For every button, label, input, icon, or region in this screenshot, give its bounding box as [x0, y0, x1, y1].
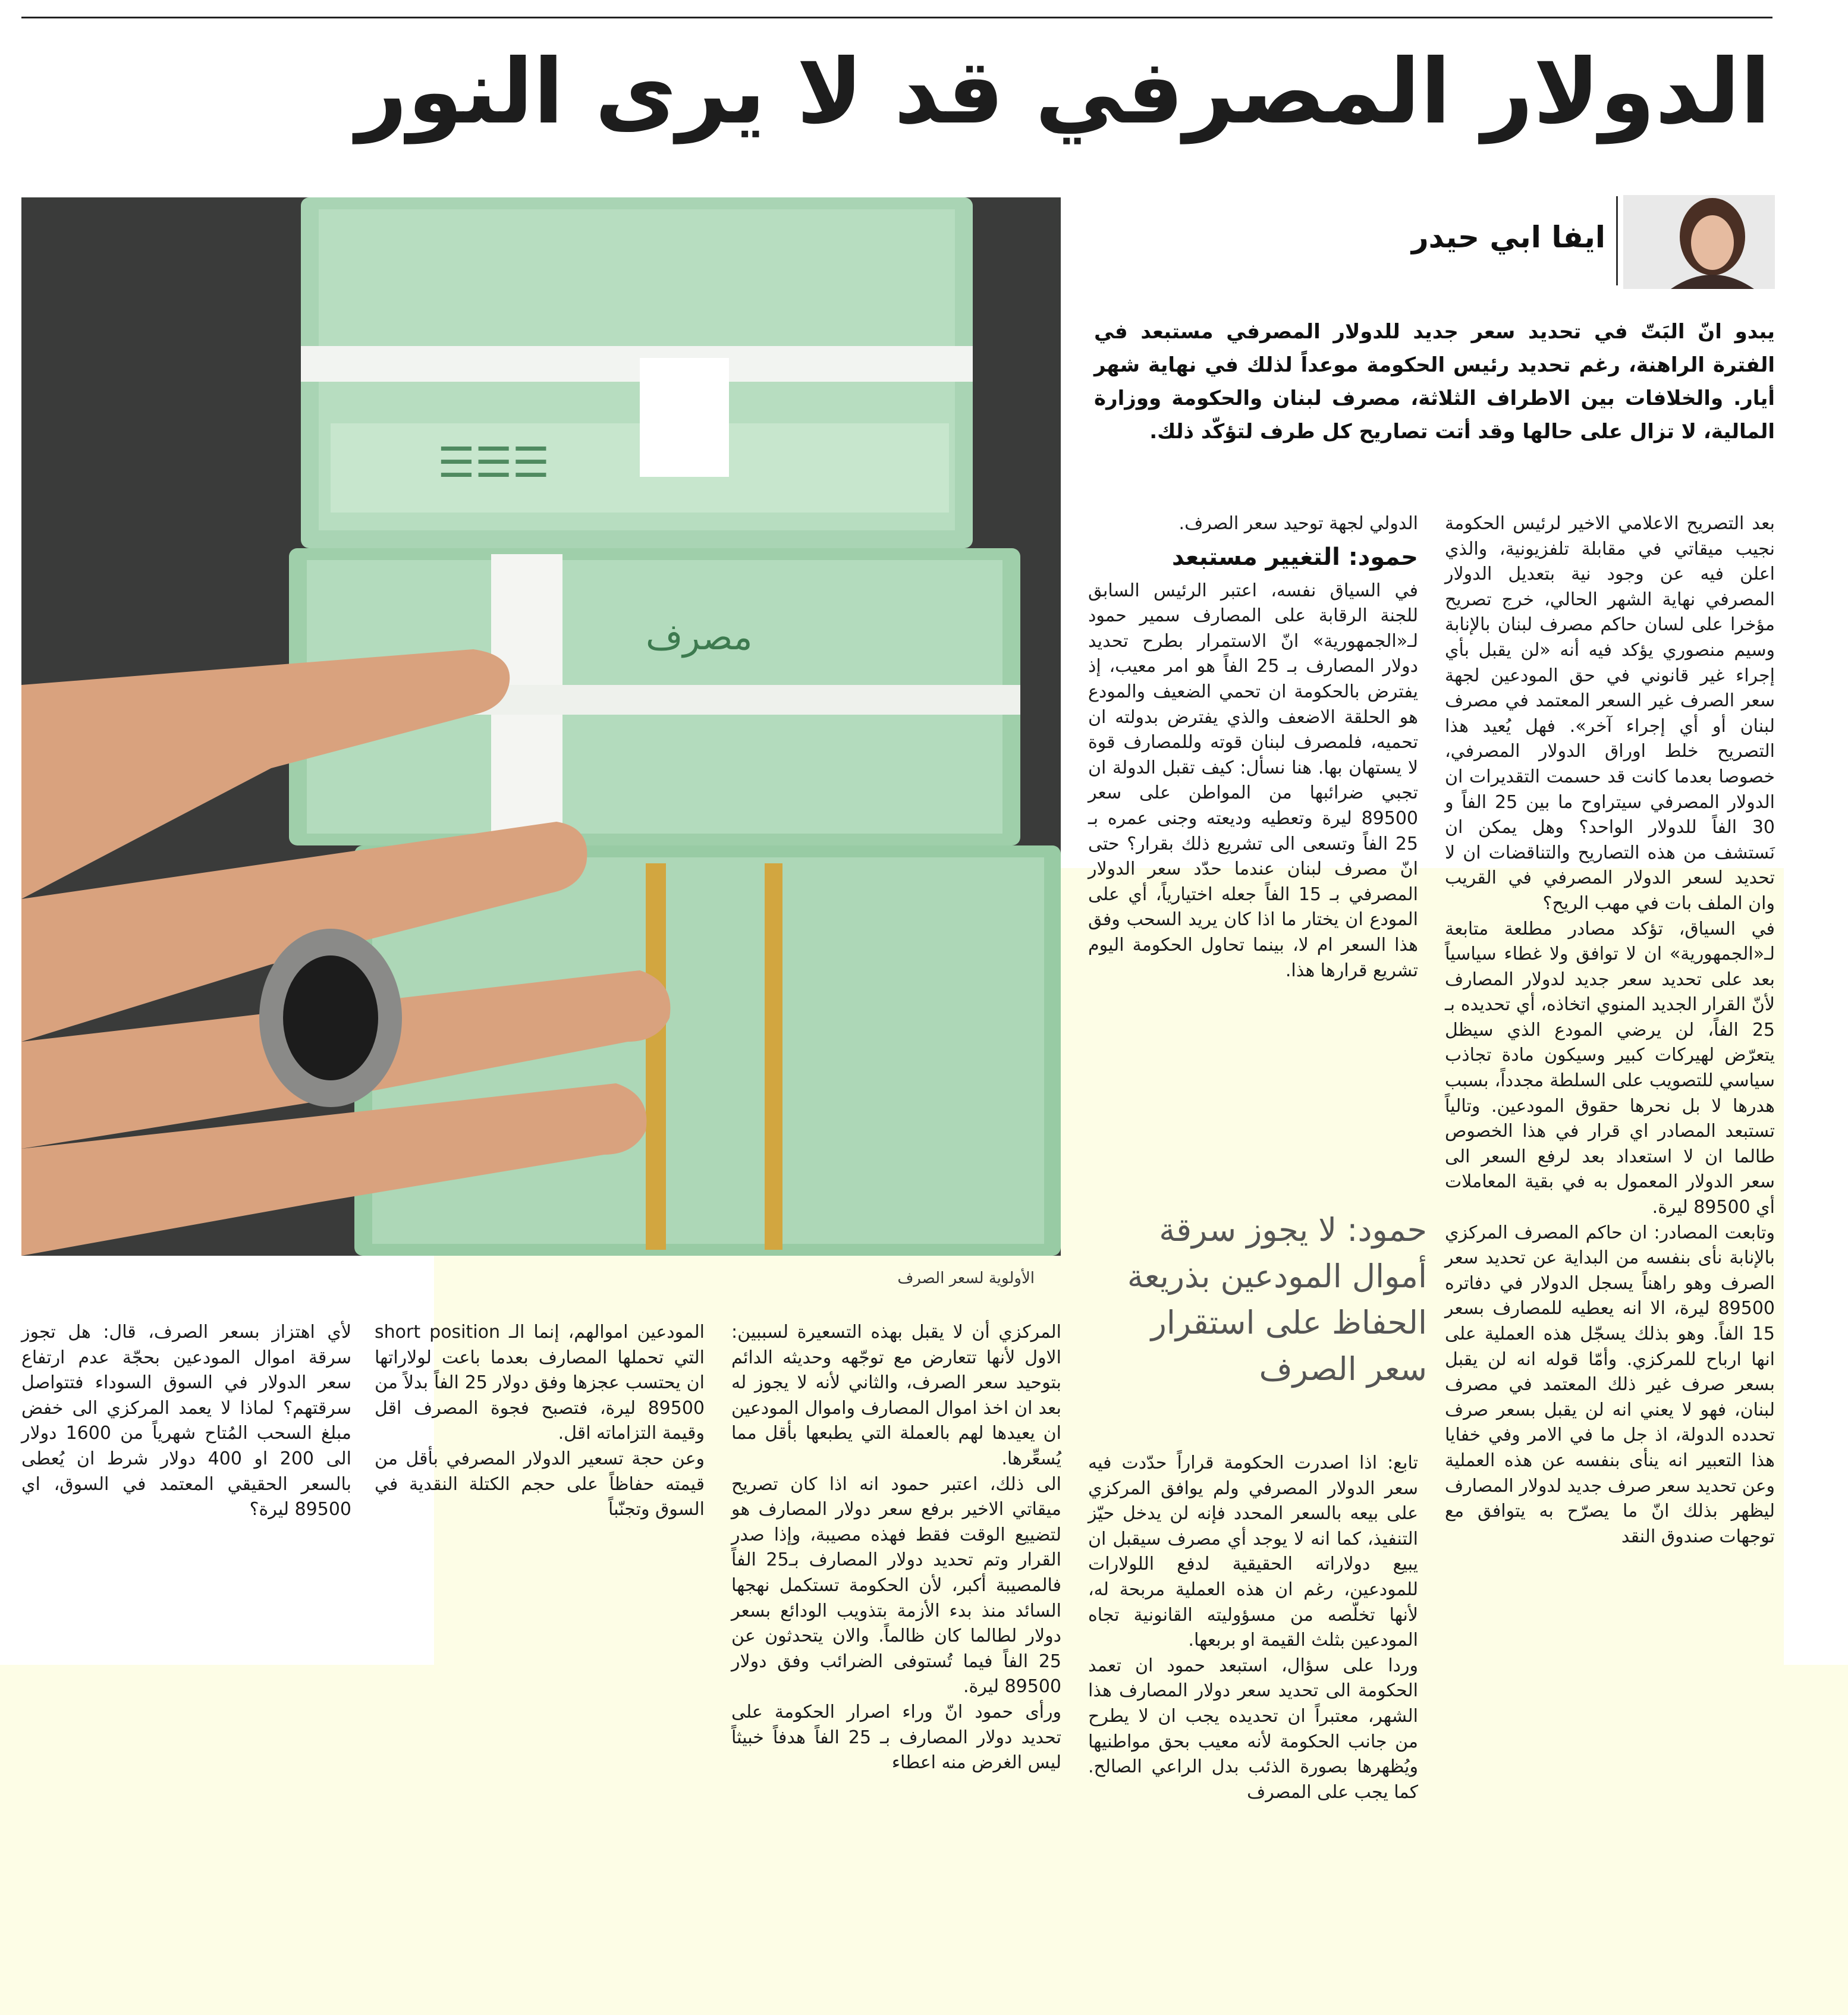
column-2-paragraph-4: وردا على سؤال، استبعد حمود ان تعمد الحكومة الى تحديد سعر دولار المصارف هذا الشهر، معتبراً ان تحديده يجب ان لا يطرح من جانب الحكومة لأنه معيب بحق مواطنيها ويُظهرها بصورة الذئب بدل الراعي الصالح. كما يجب على المصرف [1088, 1655, 1418, 1803]
author-avatar [1623, 195, 1775, 289]
column-5-paragraph-1: لأي اهتزاز بسعر الصرف، قال: هل تجوز سرقة اموال المودعين بحجّة عدم ارتفاع سعر الدولار في السوق السوداء فتتواصل سرقتهم؟ لماذا لا يعمد المركزي الى خفض مبلغ السحب المُتاح شهرياً من 1600 دولار الى 200 او 400 دولار شرط ان يُعطى بالسعر الحقيقي المعتمد في السوق، اي 89500 ليرة؟ [21, 1322, 352, 1520]
column-2-paragraph-3: تابع: اذا اصدرت الحكومة قراراً حدّدت فيه سعر الدولار المصرفي ولم يوافق المركزي على بيعه بالسعر المحدد فإنه لن يدخل حيّز التنفيذ، كما انه لا يوجد أي مصرف سيقبل ان يبيع دولاراته الحقيقية لدفع اللولارات للمودعين، رغم ان هذه العملية مربحة له، لأنها تخلّصه من مسؤوليته القانونية تجاه المودعين بثلث القيمة او بربعها. [1088, 1453, 1418, 1651]
top-rule [21, 17, 1772, 18]
svg-text:مصرف: مصرف [646, 617, 753, 658]
article-column-2-continued [1088, 1451, 1418, 1805]
article-column-3 [731, 1320, 1061, 1776]
column-2-paragraph-2: في السياق نفسه، اعتبر الرئيس السابق للجنة الرقابة على المصارف سمير حمود لـ«الجمهورية» انّ الاستمرار بطرح تحديد دولار المصارف بـ 25 الفاً هو امر معيب، إذ يفترض بالحكومة ان تحمي الضعيف والمودع هو الحلقة الاضعف والذي يفترض بدولته ان تحميه، فلمصرف لبنان قوته وللمصارف قوة لا يستهان بها. هنا نسأل: كيف تقبل الدولة ان تجبي ضرائبها من المواطن على سعر 89500 ليرة وتعطيه وديعته وجنى عمره بـ 25 الفاً وتسعى الى تشريع ذلك بقرار؟ حتى انّ مصرف لبنان عندما حدّد سعر الدولار المصرفي بـ 15 الفاً جعله اختيارياً، أي على المودع ان يختار ما اذا كان يريد السحب وفق هذا السعر ام لا، بينما تحاول الحكومة اليوم تشريع قرارها هذا. [1088, 580, 1418, 981]
column-2-paragraph-1: الدولي لجهة توحيد سعر الصرف. [1178, 513, 1418, 534]
column-3-paragraph-3: ورأى حمود انّ وراء اصرار الحكومة على تحديد دولار المصارف بـ 25 الفاً هدفاً خبيثاً ليس الغرض منه اعطاء [731, 1701, 1061, 1774]
column-1-paragraph-2: في السياق، تؤكد مصادر مطلعة متابعة لـ«الجمهورية» ان لا توافق ولا غطاء سياسياً بعد على تحديد سعر جديد لدولار المصارف لأنّ القرار الجديد المنوي اتخاذه، أي تحديده بـ 25 الفاً، لن يرضي المودع الذي سيظل يتعرّض لهيركات كبير وسيكون مادة تجاذب سياسي للتصويب على السلطة مجدداً، بسبب هدرها لا بل نحرها حقوق المودعين. وتالياً تستبعد المصادر اي قرار في هذا الخصوص طالما ان لا استعداد بعد لرفع السعر الى سعر الدولار المعمول به في بقية المعاملات أي 89500 ليرة. [1445, 918, 1775, 1218]
ring [259, 929, 402, 1107]
lead-paragraph: يبدو انّ البَتّ في تحديد سعر جديد للدولار المصرفي مستبعد في الفترة الراهنة، رغم تحديد رئيس الحكومة موعداً لذلك في نهاية شهر أيار. والخلافات بين الاطراف الثلاثة، مصرف لبنان والحكومة ووزارة المالية، لا تزال على حالها وقد أتت تصاريح كل طرف لتؤكّد ذلك. [1094, 320, 1775, 444]
column-1-paragraph-1: بعد التصريح الاعلامي الاخير لرئيس الحكومة نجيب ميقاتي في مقابلة تلفزيونية، والذي اعلن فيه عن وجود نية بتعديل الدولار المصرفي نهاية الشهر الحالي، خرج تصريح مؤخرا على لسان حاكم مصرف لبنان بالإنابة وسيم منصوري يؤكد فيه أنه «لن يقبل بأي إجراء غير قانوني في حق المودعين لجهة سعر الصرف غير السعر المعتمد في مصرف لبنان أو أي إجراء آخر». فهل يُعيد هذا التصريح خلط اوراق الدولار المصرفي، خصوصا بعدما كانت قد حسمت التقديرات ان الدولار المصرفي سيتراوح ما بين 25 الفاً و 30 الفاً للدولار الواحد؟ وهل يمكن ان نَستشف من هذه التصاريح والتناقضات ان لا تحديد لسعر الدولار المصرفي في القريب وان الملف بات في مهب الريح؟ [1445, 513, 1775, 914]
article-column-4 [375, 1320, 705, 1523]
banknotes-photo [21, 197, 1061, 1256]
article-column-2 [1088, 511, 1418, 983]
column-2-subhead: حمود: التغيير مستبعد [1171, 543, 1418, 571]
headline: الدولار المصرفي قد لا يرى النور [356, 40, 1771, 144]
column-4-paragraph-1: المودعين اموالهم، إنما الـ short position التي تحملها المصارف بعدما باعت لولاراتها ان يحتسب عجزها وفق دولار 25 الفاً بدلاً من 89500 ليرة، فتصبح فجوة المصرف اقل وقيمة التزاماته اقل. [375, 1322, 705, 1444]
column-1-paragraph-3: وتابعت المصادر: ان حاكم المصرف المركزي بالإنابة نأى بنفسه من البداية عن تحديد سعر الصرف وهو راهناً يسجل الدولار في دفاتره 89500 ليرة، الا انه يعطيه للمصارف بسعر 15 الفاً. وهو بذلك يسجّل هذه العملية على انها ارباح للمركزي. وأمّا قوله انه لن يقبل بسعر صرف غير ذلك المعتمد في مصرف لبنان، فهو لا يعني انه لن يقبل بسعر صرف تحدده الدولة، اذ جل ما في الامر وفي خفايا هذا التعبير انه ينأى بنفسه عن هذه العملية وعن تحديد سعر صرف جديد لدولار المصارف ليظهر بذلك انّ ما يصرّح به يتوافق مع توجهات صندوق النقد [1445, 1222, 1775, 1547]
photo-caption: الأولوية لسعر الصرف [897, 1269, 1035, 1287]
article-column-5 [21, 1320, 351, 1523]
article-column-1 [1445, 511, 1775, 1549]
column-4-paragraph-2: وعن حجة تسعير الدولار المصرفي بأقل من قيمته حفاظاً على حجم الكتلة النقدية في السوق وتجنّباً [375, 1448, 705, 1520]
banknote-stack-top [301, 197, 973, 548]
author-byline: ايفا ابي حيدر [1411, 220, 1605, 254]
column-3-paragraph-1: المركزي أن لا يقبل بهذه التسعيرة لسببين: الاول لأنها تتعارض مع توجّهه وحديثه الدائم بتوحيد سعر الصرف، والثاني لأنه لا يجوز له بعد ان اخذ اموال المصارف واموال المودعين ان يعيدها لهم بالعملة التي يطبعها بأقل مما يُسعِّرها. [731, 1322, 1061, 1469]
byline-divider [1616, 196, 1618, 285]
pull-quote: حمود: لا يجوز سرقة أموال المودعين بذريعة الحفاظ على استقرار سعر الصرف [1127, 1211, 1427, 1388]
svg-text:☰☰☰: ☰☰☰ [438, 438, 550, 487]
column-3-paragraph-2: الى ذلك، اعتبر حمود انه اذا كان تصريح ميقاتي الاخير برفع سعر دولار المصارف هو لتضييع الوقت فقط فهذه مصيبة، وإذا صدر القرار وتم تحديد دولار المصارف بـ25 الفاً فالمصيبة أكبر، لأن الحكومة تستكمل نهجها السائد منذ بدء الأزمة بتذويب الودائع بسعر دولار لطالما كان ظالماً. والان يتحدثون عن 25 الفاً فيما تُستوفى الضرائب وفق دولار 89500 ليرة. [731, 1473, 1062, 1697]
